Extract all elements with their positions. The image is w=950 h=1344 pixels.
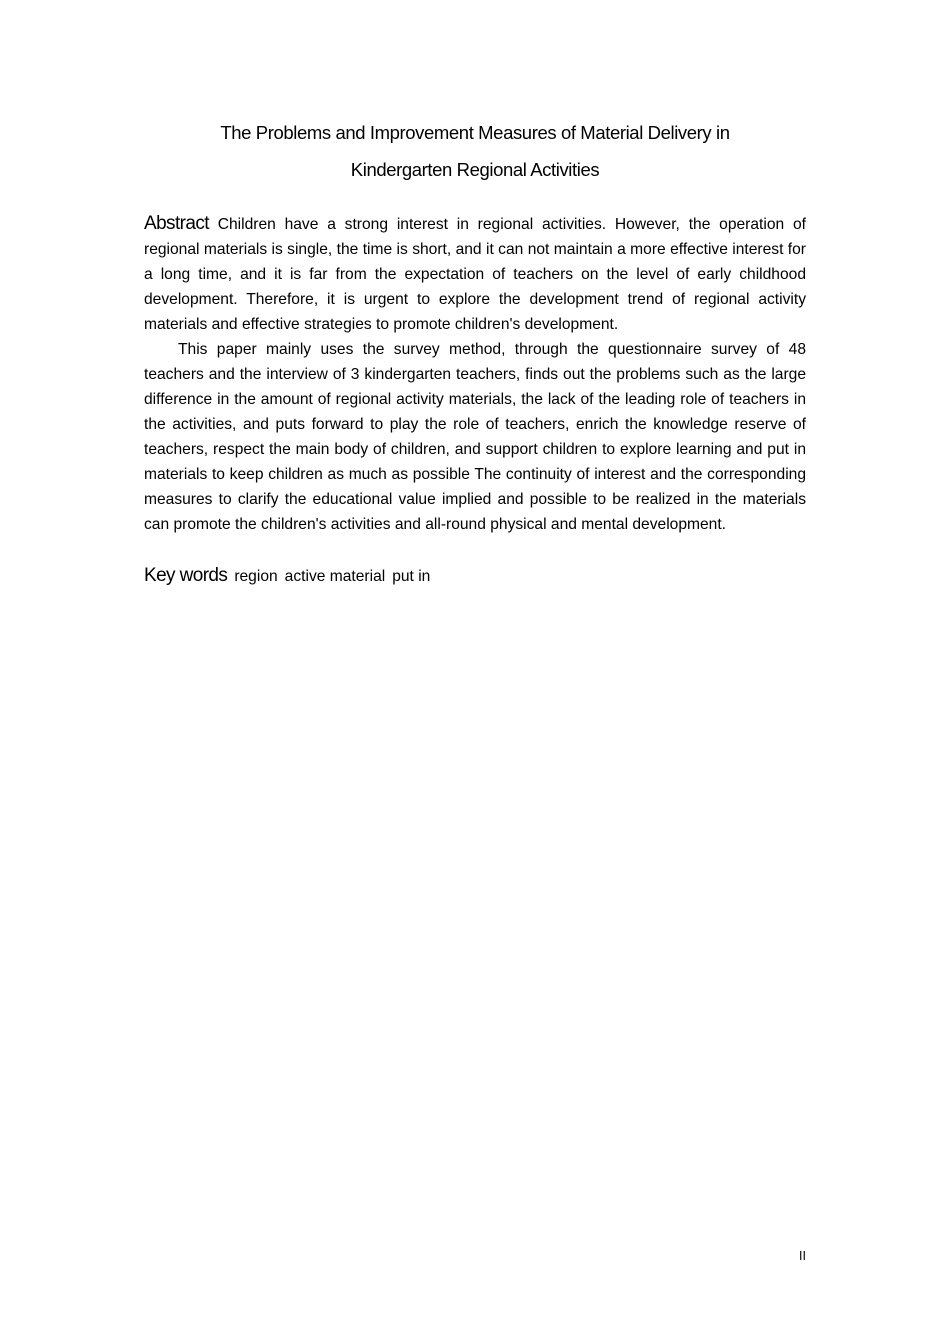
keyword-item: put in	[392, 568, 431, 585]
abstract-label: Abstract	[144, 213, 209, 234]
abstract-text-1: Children have a strong interest in regional activities. However, the operation of regional materials is single, the time is short, and it can not maintain a more effective interest for a long time, and it is far from the expectation of teachers on the level of early childhood development. Therefore, it is urgent to explore the development trend of regional activity materials and effective strategies to promote children's development.	[144, 216, 806, 333]
abstract-section	[144, 211, 806, 589]
keywords-line	[144, 563, 806, 589]
abstract-paragraph-2: This paper mainly uses the survey method, through the questionnaire survey of 48 teachers and the interview of 3 kindergarten teachers, finds out the problems such as the large difference in the amount of regional activity materials, the lack of the leading role of teachers in the activities, and puts forward to play the role of teachers, enrich the knowledge reserve of teachers, respect the main body of children, and support children to explore learning and put in materials to keep children as much as possible The continuity of interest and the corresponding measures to clarify the educational value implied and possible to be realized in the materials can promote the children's activities and all-round physical and mental development.	[144, 341, 806, 533]
abstract-paragraph-1	[144, 211, 806, 337]
keywords-label: Key words	[144, 565, 228, 586]
paper-title	[120, 114, 830, 188]
page-number: II	[799, 1249, 806, 1263]
keyword-item: region	[234, 568, 278, 585]
title-line-2: Kindergarten Regional Activities	[350, 159, 600, 180]
keyword-item: active material	[284, 568, 386, 585]
title-line-1: The Problems and Improvement Measures of Material Delivery in	[220, 122, 730, 143]
